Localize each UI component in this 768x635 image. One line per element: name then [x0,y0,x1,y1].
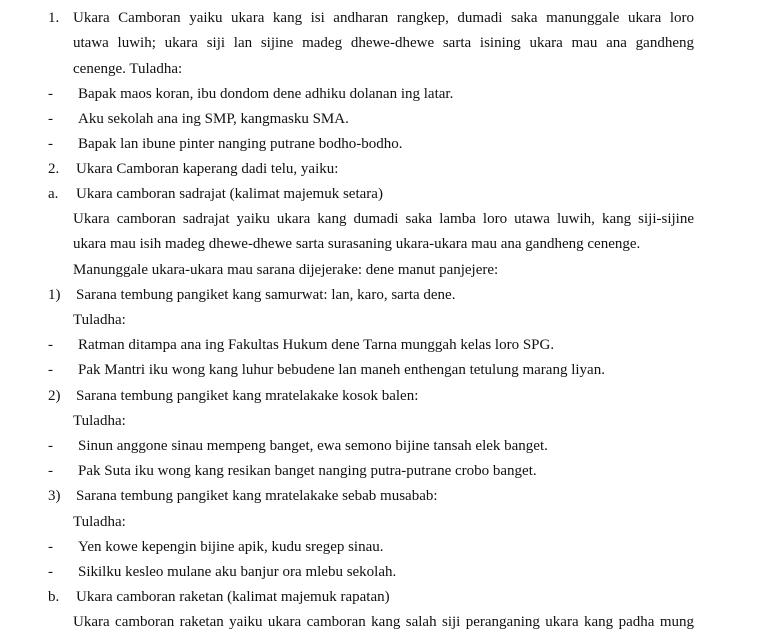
list-marker: 2. [48,161,60,177]
example-text: Yen kowe kepengin bijine apik, kudu sregep sinau. [78,539,384,555]
example-text: Bapak lan ibune pinter nanging putrane bodho-bodho. [78,136,403,152]
paragraph-line: utawa luwih; ukara siji lan sijine madeg dhewe-dhewe sarta isining ukara mau ana gandheng [73,35,694,51]
dash-marker: - [48,362,53,378]
example-heading: Tuladha: [73,312,126,328]
example-text: Bapak maos koran, ibu dondom dene adhiku dolanan ing latar. [78,86,454,102]
paragraph-line: Ukara camboran sadrajat yaiku ukara kang dumadi saka lamba loro utawa luwih, kang siji-sijine [73,211,694,227]
example-heading: Tuladha: [73,413,126,429]
example-text: Ratman ditampa ana ing Fakultas Hukum dene Tarna munggah kelas loro SPG. [78,337,555,353]
sub-heading: Ukara camboran raketan (kalimat majemuk rapatan) [76,589,390,605]
paragraph-line: Ukara Camboran yaiku ukara kang isi andharan rangkep, dumadi saka manunggale ukara loro [73,10,694,26]
paragraph-line: cenenge. Tuladha: [73,61,183,77]
example-text: Sinun anggone sinau mempeng banget, ewa semono bijine tansah elek banget. [78,438,548,454]
example-heading: Tuladha: [73,514,126,530]
list-marker: 2) [48,388,61,404]
dash-marker: - [48,438,53,454]
list-text: Ukara Camboran kaperang dadi telu, yaiku: [76,161,339,177]
dash-marker: - [48,136,53,152]
example-text: Sikilku kesleo mulane aku banjur ora mlebu sekolah. [78,564,397,580]
dash-marker: - [48,463,53,479]
dash-marker: - [48,111,53,127]
dash-marker: - [48,86,53,102]
list-text: Sarana tembung pangiket kang mratelakake kosok balen: [76,388,419,404]
list-marker: 1) [48,287,61,303]
example-text: Pak Mantri iku wong kang luhur bebudene lan maneh enthengan tetulung marang liyan. [78,362,605,378]
paragraph-line: Manunggale ukara-ukara mau sarana dijejerake: dene manut panjejere: [73,262,499,278]
list-text: Sarana tembung pangiket kang samurwat: lan, karo, sarta dene. [76,287,456,303]
list-marker: a. [48,186,59,202]
example-text: Pak Suta iku wong kang resikan banget nanging putra-putrane crobo banget. [78,463,537,479]
list-text: Sarana tembung pangiket kang mratelakake sebab musabab: [76,488,438,504]
paragraph-line: ukara mau isih madeg dhewe-dhewe sarta surasaning ukara-ukara mau ana gandheng cenenge. [73,236,641,252]
paragraph-line: Ukara camboran raketan yaiku ukara camboran kang salah siji peranganing ukara kang padha mung [73,614,694,630]
sub-heading: Ukara camboran sadrajat (kalimat majemuk setara) [76,186,383,202]
list-marker: 1. [48,10,60,26]
dash-marker: - [48,564,53,580]
dash-marker: - [48,539,53,555]
list-marker: b. [48,589,60,605]
example-text: Aku sekolah ana ing SMP, kangmasku SMA. [78,111,349,127]
list-marker: 3) [48,488,61,504]
dash-marker: - [48,337,53,353]
